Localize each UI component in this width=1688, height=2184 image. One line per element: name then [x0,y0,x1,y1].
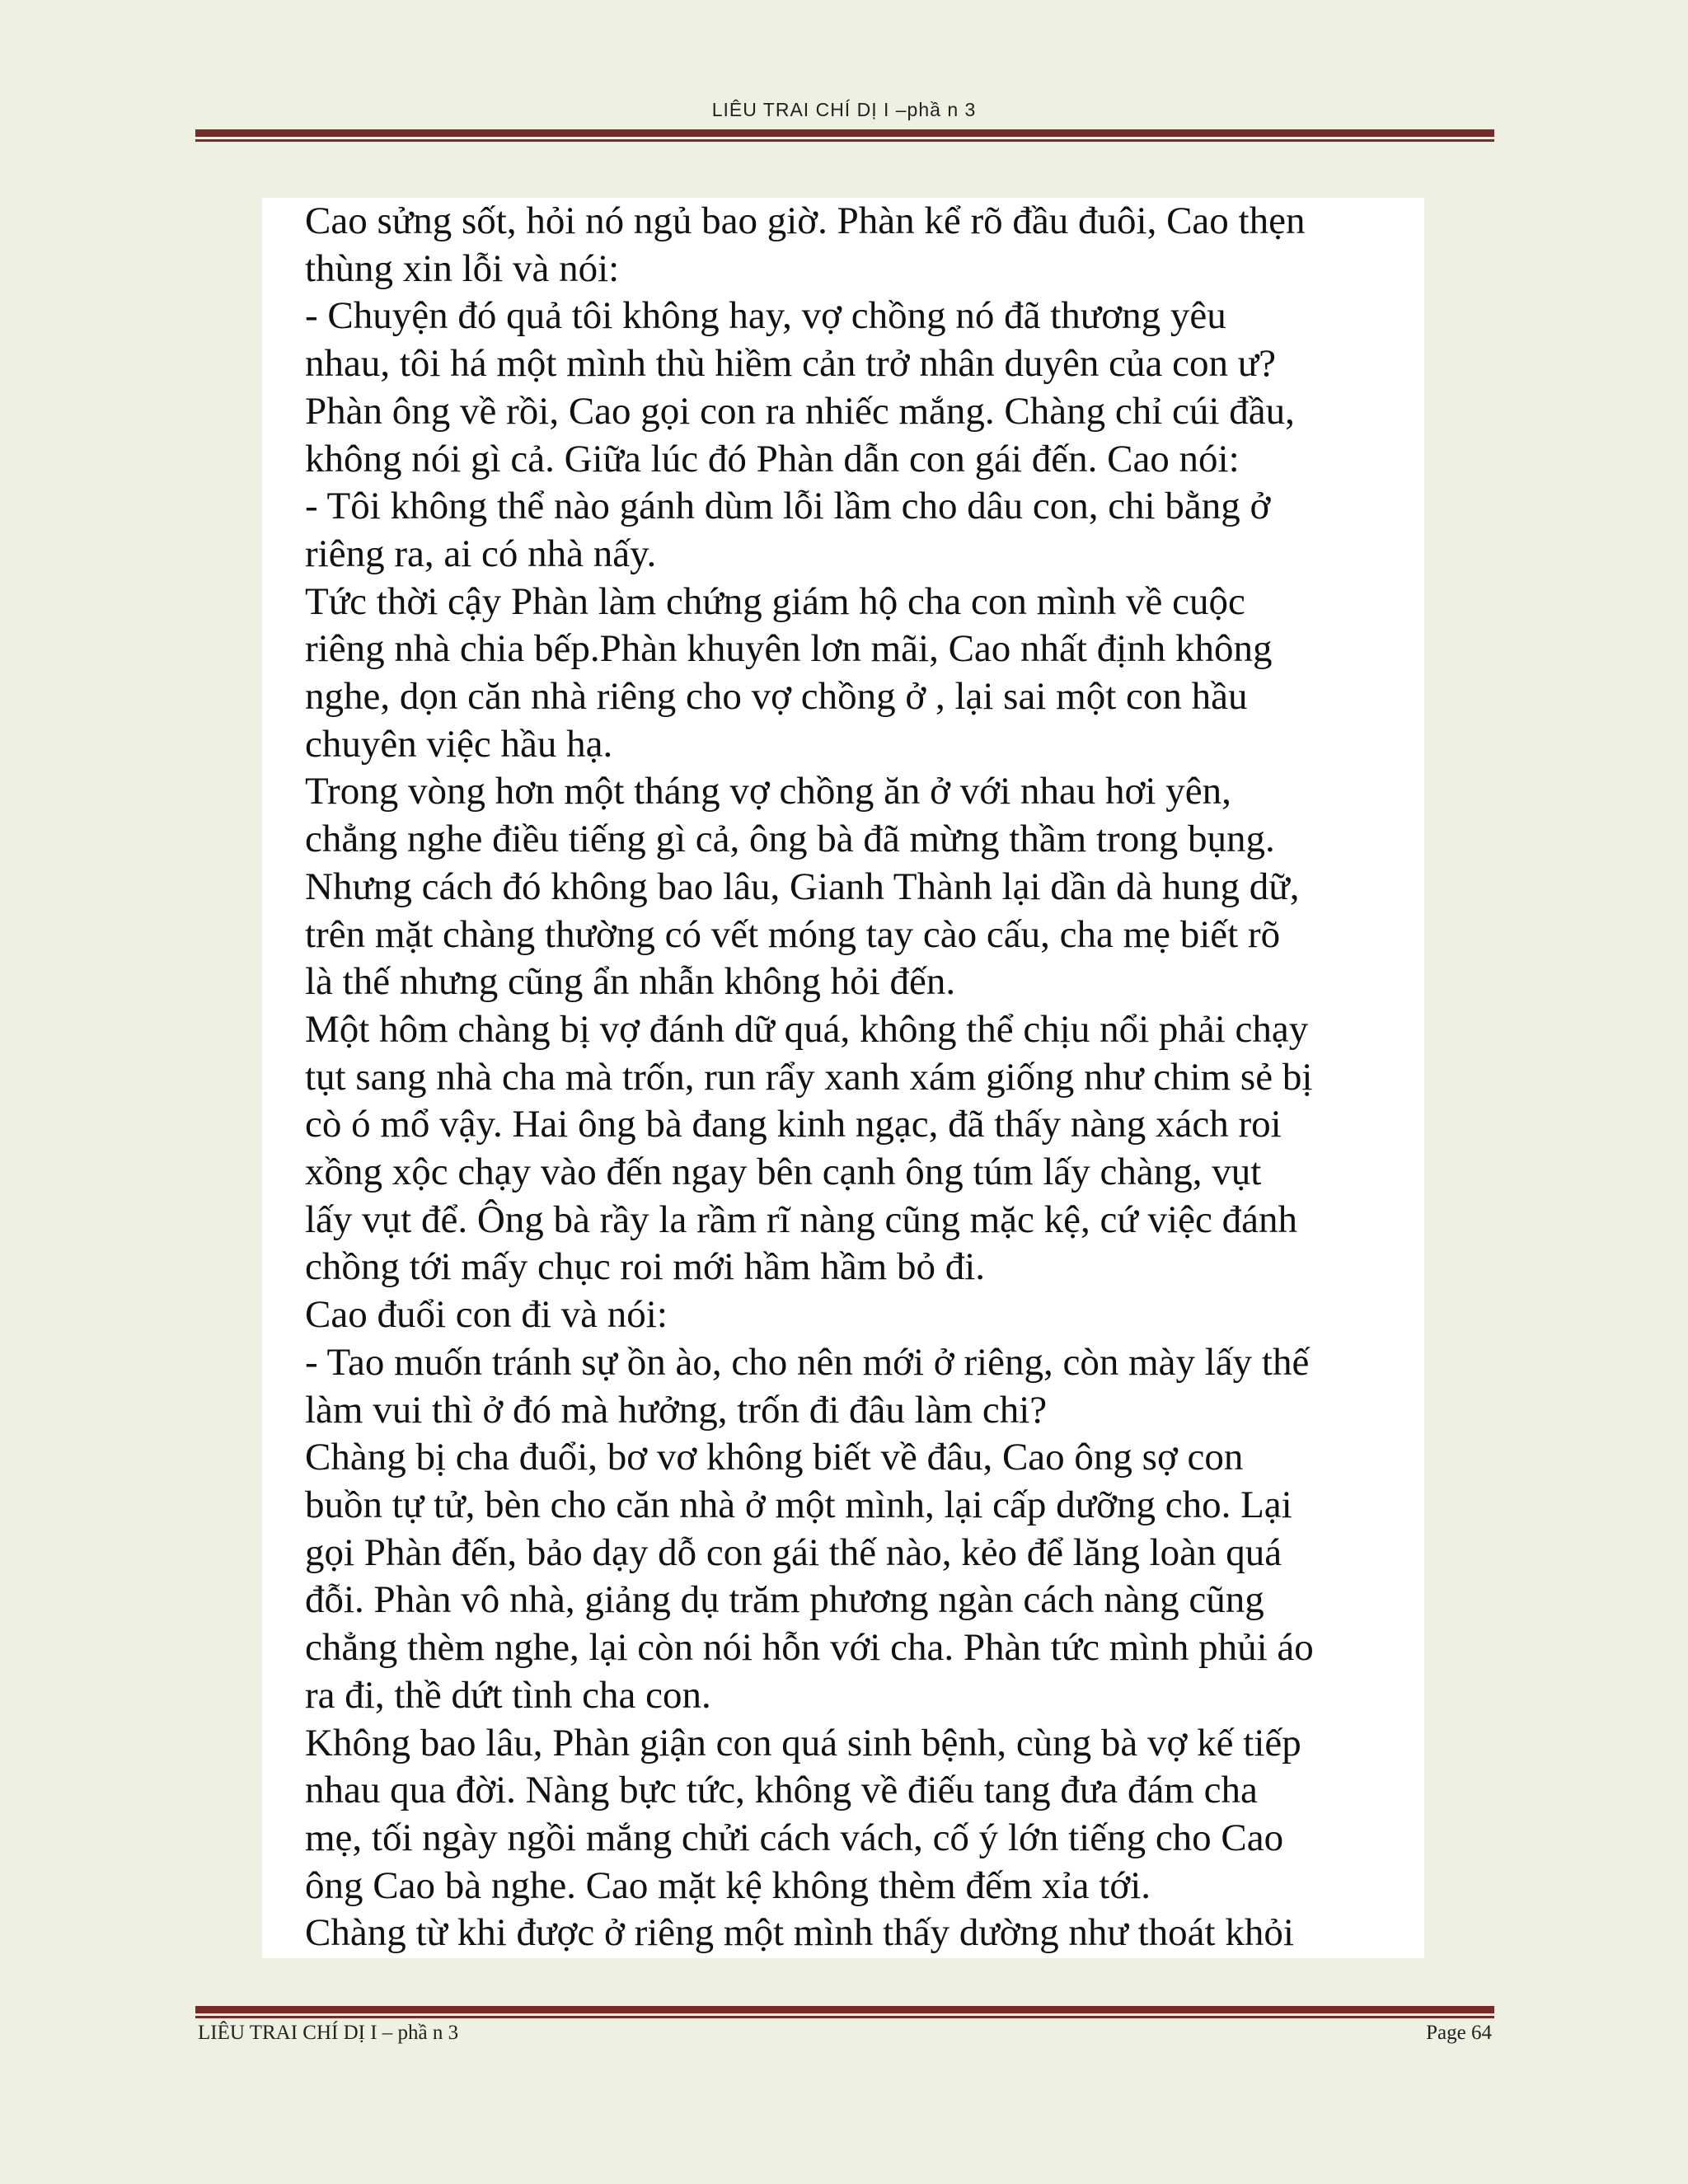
body-line: nhau qua đời. Nàng bực tức, không về điếu tang đưa đám cha [305,1769,1258,1812]
running-footer: LIÊU TRAI CHÍ DỊ I – phầ n 3 [198,2022,459,2044]
body-line: trên mặt chàng thường có vết móng tay cào cấu, cha mẹ biết rõ [305,912,1281,956]
body-line: mẹ, tối ngày ngồi mắng chửi cách vách, cố ý lớn tiếng cho Cao [305,1816,1284,1859]
body-line: riêng nhà chia bếp.Phàn khuyên lơn mãi, Cao nhất định không [305,627,1273,671]
body-line: chẳng nghe điều tiếng gì cả, ông bà đã mừng thầm trong bụng. [305,818,1275,861]
body-line: ông Cao bà nghe. Cao mặt kệ không thèm đếm xỉa tới. [305,1863,1151,1907]
body-line: - Chuyện đó quả tôi không hay, vợ chồng nó đã thương yêu [305,294,1226,338]
body-line: ra đi, thề dứt tình cha con. [305,1673,711,1717]
body-line: gọi Phàn đến, bảo dạy dỗ con gái thế nào, kẻo để lăng loàn quá [305,1530,1282,1574]
body-line: Cao sửng sốt, hỏi nó ngủ bao giờ. Phàn kể rõ đầu đuôi, Cao thẹn [305,199,1306,242]
body-line: đỗi. Phàn vô nhà, giảng dụ trăm phương ngàn cách nàng cũng [305,1578,1264,1622]
body-line: chuyên việc hầu hạ. [305,722,613,766]
page-content [262,198,1424,1958]
body-line: cò ó mổ vậy. Hai ông bà đang kinh ngạc, đã thấy nàng xách roi [305,1103,1282,1146]
footer-rule [195,2006,1494,2018]
body-line: Trong vòng hơn một tháng vợ chồng ăn ở với nhau hơi yên, [305,770,1231,813]
body-line: thùng xin lỗi và nói: [305,246,620,290]
body-line: - Tao muốn tránh sự ồn ào, cho nên mới ở riêng, còn mày lấy thế [305,1340,1310,1384]
body-line: tụt sang nhà cha mà trốn, run rẩy xanh xám giống như chim sẻ bị [305,1055,1313,1099]
body-line: riêng ra, ai có nhà nấy. [305,532,657,575]
body-line: - Tôi không thể nào gánh dùm lỗi lầm cho dâu con, chi bằng ở [305,485,1271,528]
running-header: LIÊU TRAI CHÍ DỊ I –phầ n 3 [711,99,977,120]
header-rule [195,129,1494,142]
body-line: chồng tới mấy chục roi mới hầm hầm bỏ đi. [305,1245,986,1289]
body-text [305,198,1424,1957]
body-line: Một hôm chàng bị vợ đánh dữ quá, không thể chịu nổi phải chạy [305,1007,1309,1051]
body-line: Không bao lâu, Phàn giận con quá sinh bệnh, cùng bà vợ kế tiếp [305,1721,1301,1765]
body-line: Nhưng cách đó không bao lâu, Gianh Thành lại dần dà hung dữ, [305,865,1300,908]
body-line: Cao đuổi con đi và nói: [305,1293,668,1337]
body-line: Tức thời cậy Phàn làm chứng giám hộ cha con mình về cuộc [305,579,1245,623]
page-number: Page 64 [1426,2022,1492,2044]
body-line: Chàng bị cha đuổi, bơ vơ không biết về đâu, Cao ông sợ con [305,1436,1244,1479]
body-line: Chàng từ khi được ở riêng một mình thấy dường như thoát khỏi [305,1911,1294,1955]
body-line: lấy vụt để. Ông bà rầy la rầm rĩ nàng cũng mặc kệ, cứ việc đánh [305,1197,1297,1241]
body-line: không nói gì cả. Giữa lúc đó Phàn dẫn con gái đến. Cao nói: [305,437,1240,480]
body-line: xồng xộc chạy vào đến ngay bên cạnh ông túm lấy chàng, vụt [305,1151,1262,1194]
body-line: buồn tự tử, bèn cho căn nhà ở một mình, lại cấp dưỡng cho. Lại [305,1483,1292,1526]
body-line: Phàn ông về rồi, Cao gọi con ra nhiếc mắng. Chàng chỉ cúi đầu, [305,389,1295,433]
body-line: nhau, tôi há một mình thù hiềm cản trở nhân duyên của con ư? [305,342,1277,386]
body-line: nghe, dọn căn nhà riêng cho vợ chồng ở , lại sai một con hầu [305,675,1248,719]
body-line: làm vui thì ở đó mà hưởng, trốn đi đâu làm chi? [305,1388,1048,1432]
body-line: là thế nhưng cũng ẩn nhẫn không hỏi đến. [305,960,956,1004]
body-line: chẳng thèm nghe, lại còn nói hỗn với cha. Phàn tức mình phủi áo [305,1626,1314,1670]
